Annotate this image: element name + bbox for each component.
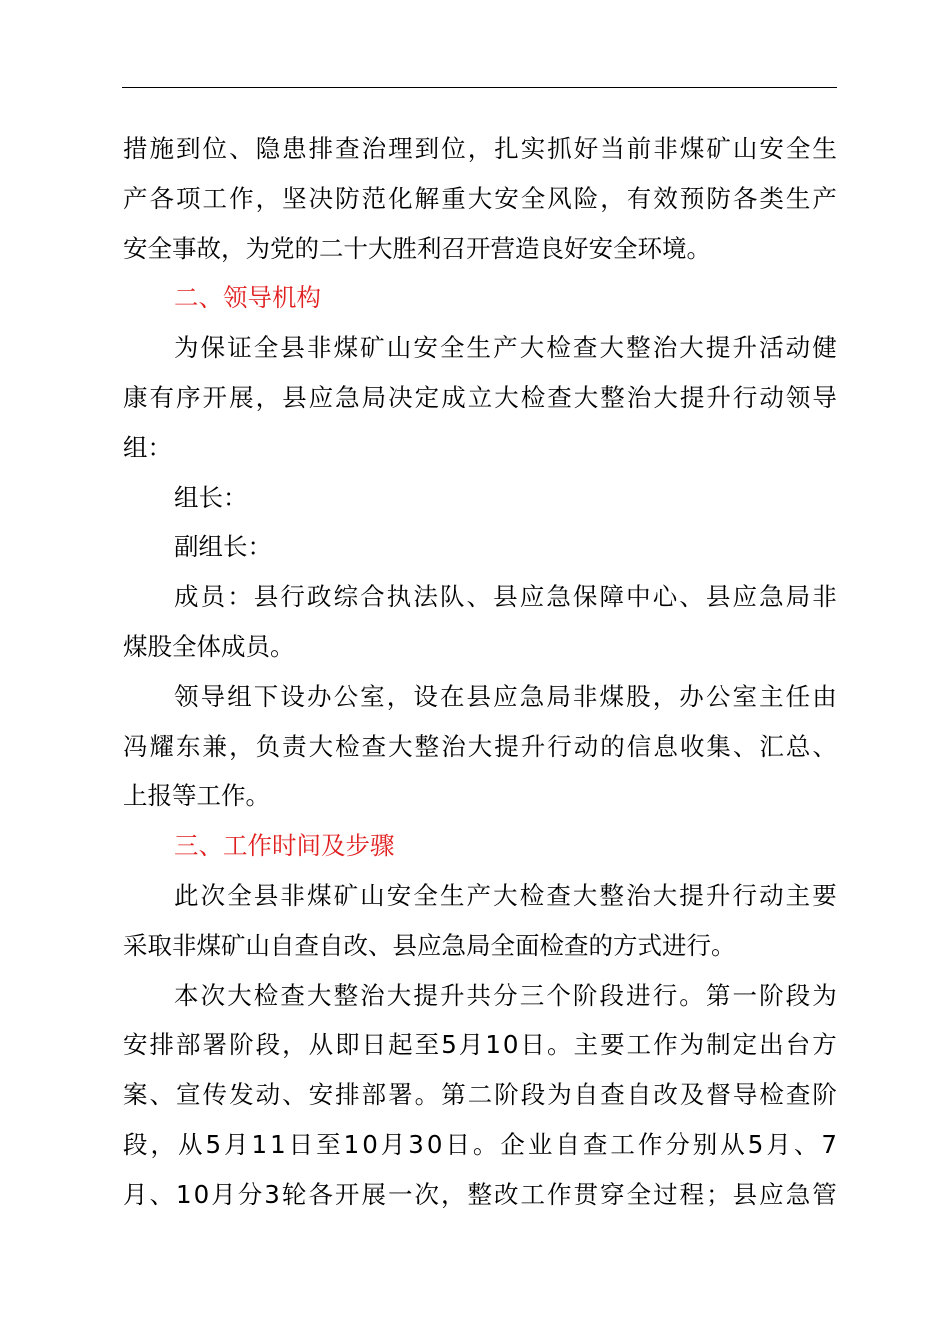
paragraph-line: 安 排 部 署 阶 段 ， 从 即 日 起 至 5 月 1 0 日 。 主 要 工 作 为 制 定 出 台 方 (123, 1030, 837, 1060)
paragraph-line: 为 保 证 全 县 非 煤 矿 山 安 全 生 产 大 检 查 大 整 治 大 提 升 活 动 健 (174, 333, 837, 363)
paragraph-line: 本 次 大 检 查 大 整 治 大 提 升 共 分 三 个 阶 段 进 行 。 第 一 阶 段 为 (174, 980, 837, 1010)
paragraph-line: 成 员 ： 县 行 政 综 合 执 法 队 、 县 应 急 保 障 中 心 、 县 应 急 局 非 (174, 582, 837, 612)
paragraph-line: 副组长： (174, 532, 272, 562)
paragraph-line: 上报等工作。 (123, 781, 270, 811)
paragraph-line: 冯 耀 东 兼 ， 负 责 大 检 查 大 整 治 大 提 升 行 动 的 信 息 收 集 、 汇 总 、 (123, 731, 837, 761)
paragraph-line: 组长： (174, 482, 248, 512)
paragraph-line: 采取非煤矿山自查自改、县应急局全面检查的方式进行。 (123, 930, 736, 960)
paragraph-line: 案 、 宣 传 发 动 、 安 排 部 署 。 第 二 阶 段 为 自 查 自 改 及 督 导 检 查 阶 (123, 1080, 837, 1110)
paragraph-line: 安全事故，为党的二十大胜利召开营造良好安全环境。 (123, 233, 711, 263)
paragraph-line: 产 各 项 工 作 ， 坚 决 防 范 化 解 重 大 安 全 风 险 ， 有 效 预 防 各 类 生 产 (123, 183, 837, 213)
paragraph-line: 领 导 组 下 设 办 公 室 ， 设 在 县 应 急 局 非 煤 股 ， 办 公 室 主 任 由 (174, 681, 837, 711)
document-body (123, 124, 837, 1220)
header-rule (122, 87, 837, 88)
paragraph-line: 组： (123, 432, 172, 462)
paragraph-line: 煤股全体成员。 (123, 631, 295, 661)
paragraph-line: 康 有 序 开 展 ， 县 应 急 局 决 定 成 立 大 检 查 大 整 治 大 提 升 行 动 领 导 (123, 382, 837, 412)
paragraph-line: 月 、 1 0 月 分 3 轮 各 开 展 一 次 ， 整 改 工 作 贯 穿 全 过 程 ； 县 应 急 管 (123, 1179, 837, 1209)
paragraph-line: 措 施 到 位 、 隐 患 排 查 治 理 到 位 ， 扎 实 抓 好 当 前 非 煤 矿 山 安 全 生 (123, 134, 837, 163)
section-heading: 三、工作时间及步骤 (174, 831, 395, 861)
paragraph-line: 此 次 全 县 非 煤 矿 山 安 全 生 产 大 检 查 大 整 治 大 提 升 行 动 主 要 (174, 880, 837, 910)
paragraph-line: 段 ， 从 5 月 1 1 日 至 1 0 月 3 0 日 。 企 业 自 查 工 作 分 别 从 5 月 、 7 (123, 1129, 837, 1159)
section-heading: 二、领导机构 (174, 283, 321, 313)
